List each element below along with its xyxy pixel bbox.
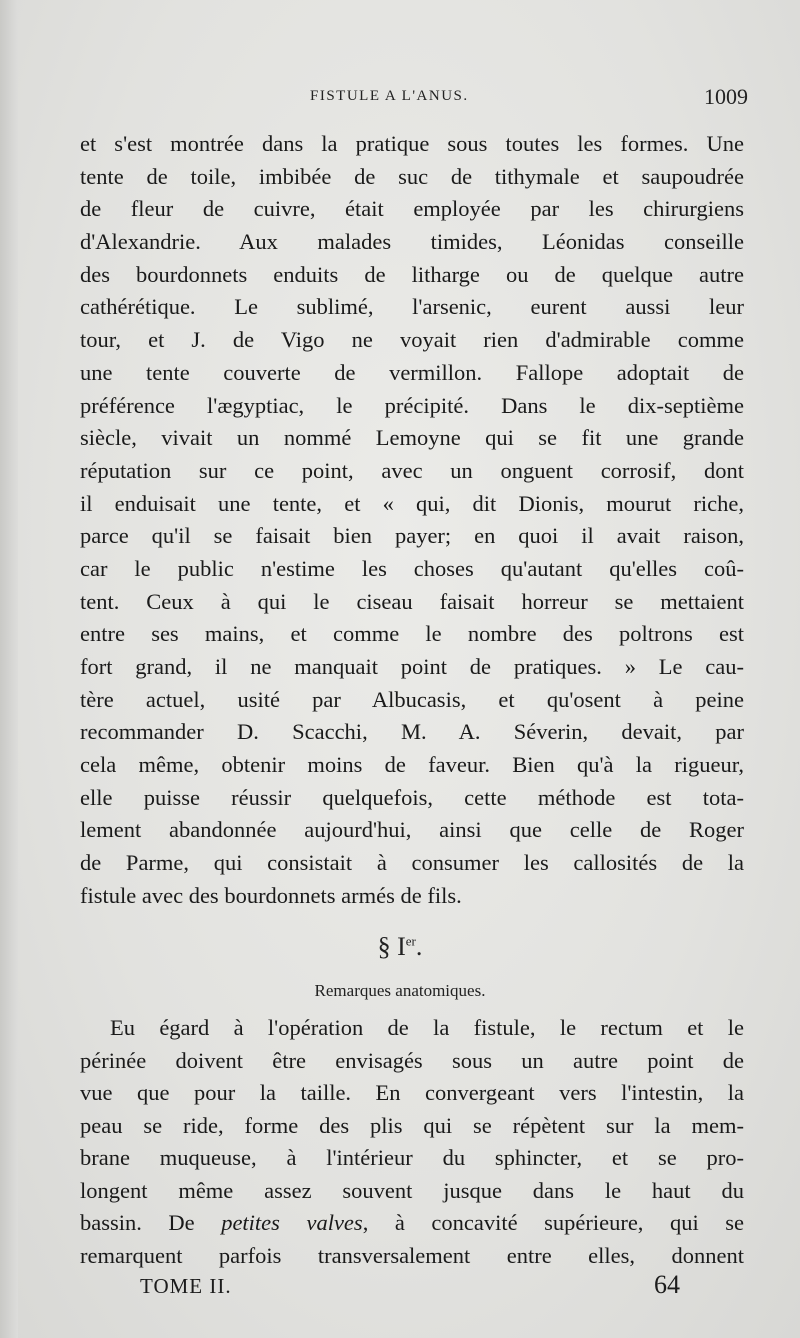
text-line: remarquent parfois transversalement entre elles, donnent [80,1242,744,1268]
volume-label: TOME II. [140,1274,232,1298]
body-paragraph-2 [80,1012,744,1272]
text-line: fort grand, il ne manquait point de pratiques. » Le cau- [80,654,744,679]
text-line: d'Alexandrie. Aux malades timides, Léonidas conseille [80,229,744,255]
section-title: Remarques anatomiques. [314,981,486,1000]
text-line: des bourdonnets enduits de litharge ou de quelque autre [80,261,744,287]
italic-term: petites valves [221,1210,363,1235]
section-mark: § I [377,932,406,961]
text-line: cela même, obtenir moins de faveur. Bien qu'à la rigueur, [80,752,744,778]
text-line: tent. Ceux à qui le ciseau faisait horreur se mettaient [80,588,744,614]
running-head-title: FISTULE A L'ANUS. [310,88,469,104]
text-line: car le public n'estime les choses qu'autant qu'elles coû- [80,555,744,581]
text-line: une tente couverte de vermillon. Fallope adoptait de [80,359,744,385]
page-gutter-shadow [0,0,18,1338]
page-number: 1009 [704,84,748,109]
text-line: tour, et J. de Vigo ne voyait rien d'admirable comme [80,327,744,353]
text-line: brane muqueuse, à l'intérieur du sphincter, et se pro- [80,1145,744,1170]
text-line: peau se ride, forme des plis qui se répètent sur la mem- [80,1112,744,1138]
text-line: entre ses mains, et comme le nombre des poltrons est [80,621,744,647]
text-line: fistule avec des bourdonnets armés de fils. [80,882,462,908]
text-line: siècle, vivait un nommé Lemoyne qui se fit une grande [80,425,744,451]
section-mark-superscript: er [405,933,416,949]
text-line: recommander D. Scacchi, M. A. Séverin, devait, par [80,719,744,745]
text-line: périnée doivent être envisagés sous un autre point de [80,1047,744,1073]
signature-mark: 64 [654,1270,680,1299]
text-line: et s'est montrée dans la pratique sous toutes les formes. Une [80,131,744,156]
text-line: longent même assez souvent jusque dans le haut du [80,1177,744,1203]
text-line: Eu égard à l'opération de la fistule, le rectum et le [110,1015,744,1040]
page-footer [140,1270,680,1304]
text-line: elle puisse réussir quelquefois, cette méthode est tota- [80,784,744,810]
body-paragraph-1 [80,128,744,913]
section-heading [0,932,800,962]
text-line: il enduisait une tente, et « qui, dit Dionis, mourut riche, [80,490,744,516]
text-line: préférence l'ægyptiac, le précipité. Dans le dix-septième [80,392,744,418]
text-line: de fleur de cuivre, était employée par les chirurgiens [80,196,744,222]
section-mark-period: . [415,932,423,961]
text-line: bassin. De petites valves, à concavité supérieure, qui se [80,1210,744,1235]
text-line: réputation sur ce point, avec un onguent corrosif, dont [80,457,744,483]
text-line: tente de toile, imbibée de suc de tithymale et saupoudrée [80,163,744,189]
text-line: tère actuel, usité par Albucasis, et qu'osent à peine [80,686,744,712]
text-line: vue que pour la taille. En convergeant vers l'intestin, la [80,1080,744,1105]
text-line: cathérétique. Le sublimé, l'arsenic, eurent aussi leur [80,294,744,320]
text-line: de Parme, qui consistait à consumer les callosités de la [80,850,744,876]
text-line: lement abandonnée aujourd'hui, ainsi que celle de Roger [80,817,744,843]
text-line: parce qu'il se faisait bien payer; en quoi il avait raison, [80,523,744,549]
running-head [80,84,748,112]
